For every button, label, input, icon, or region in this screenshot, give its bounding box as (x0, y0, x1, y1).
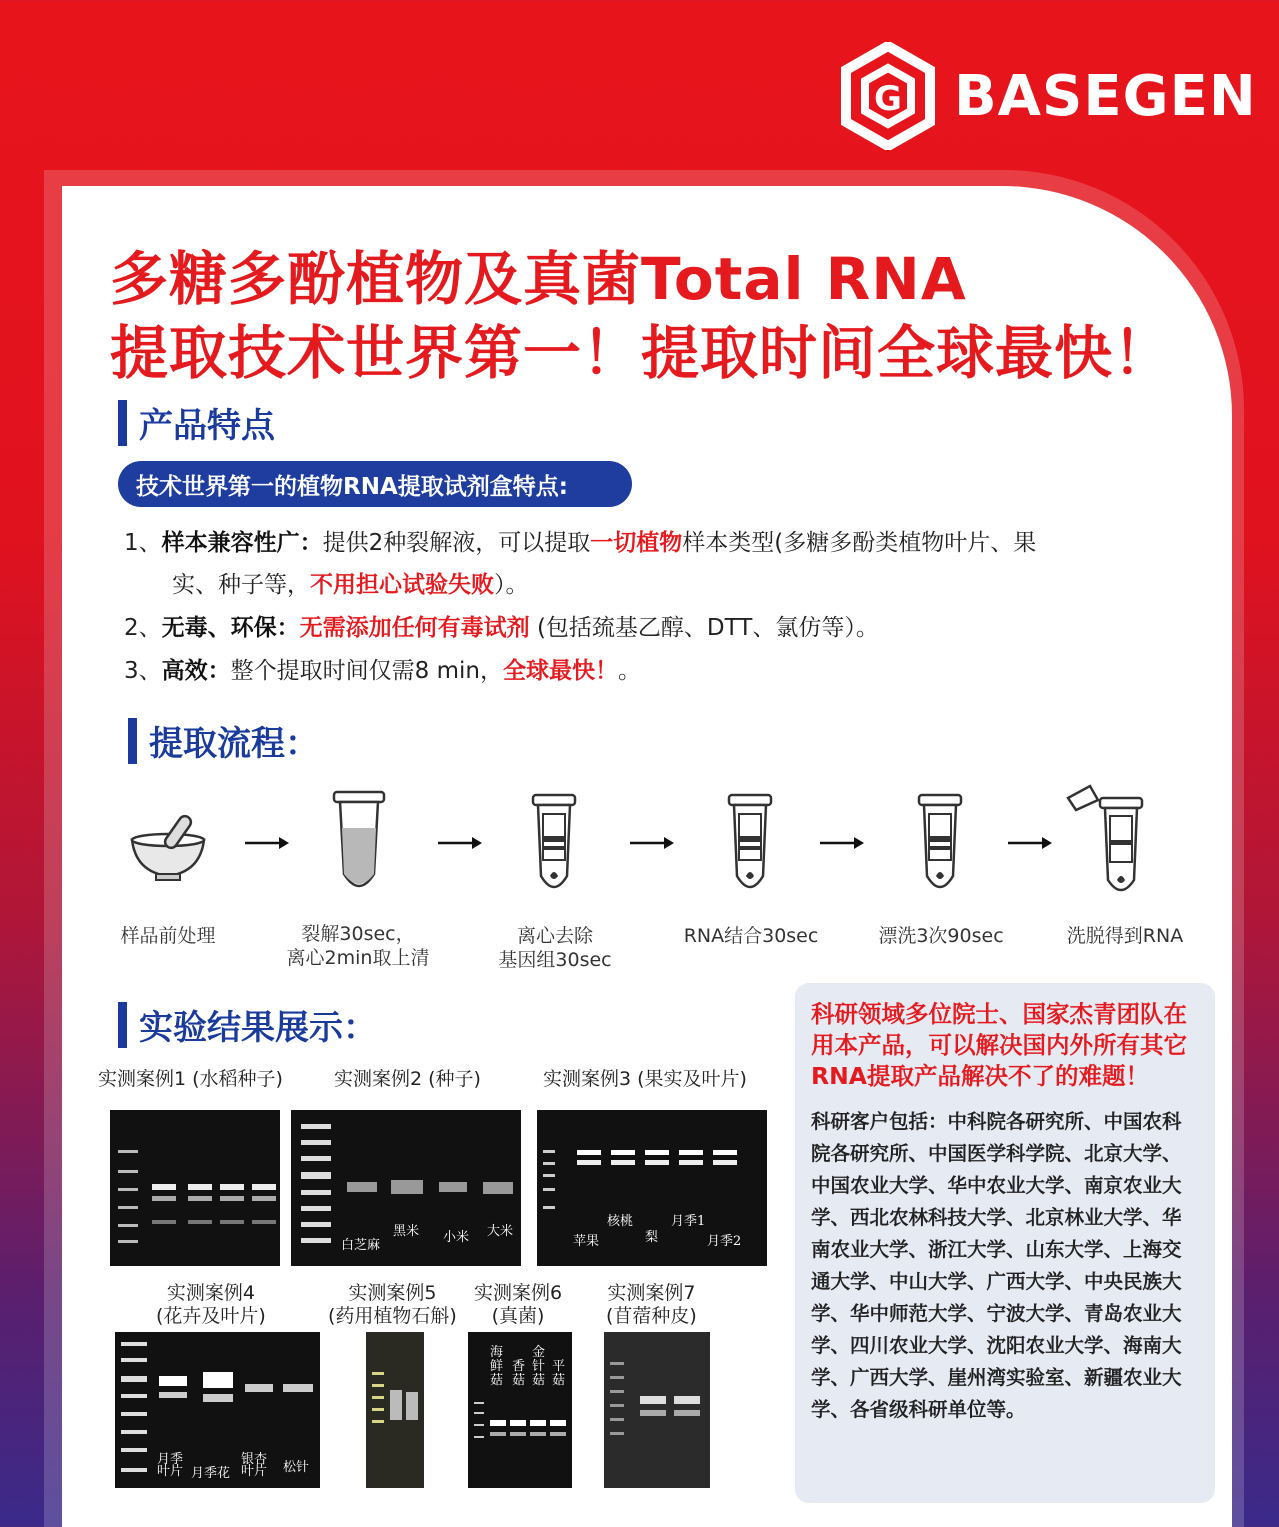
arrow-right-icon (630, 836, 674, 850)
feature-text: 实、种子等， (172, 572, 310, 598)
case-label: 实测案例7 (苜蓿种皮) (606, 1282, 697, 1327)
gel-image-case-1 (110, 1110, 280, 1266)
headline-line-1: 多糖多酚植物及真菌Total RNA (110, 245, 967, 313)
feature-text: 。 (617, 658, 641, 684)
feature-highlight: 一切植物 (590, 530, 683, 556)
lane-label: 香 菇 (512, 1359, 526, 1388)
lane-label: 小米 (443, 1230, 470, 1245)
lane-label: 白芝麻 (341, 1238, 381, 1253)
case-label: 实测案例2 (种子) (334, 1068, 481, 1090)
lane-label: 黑米 (393, 1224, 420, 1239)
feature-label: 高效： (161, 658, 231, 684)
lane-label: 松针 (283, 1460, 310, 1475)
section-title-text: 实验结果展示： (139, 1008, 377, 1048)
customer-list: 科研客户包括：中科院各研究所、中国农科院各研究所、中国医学科学院、北京大学、中国农业大学、华中农业大学、南京农业大学、西北农林科技大学、北京林业大学、华南农业大学、浙江大学、山东大学、上海交通大学、中山大学、广西大学、中央民族大学、华中师范大学、宁波大学、青岛农业大学、四川农业大学、沈阳农业大学、海南大学、广西大学、崖州湾实验室、新疆农业大学、各省级科研单位等。 (811, 1110, 1182, 1421)
feature-label: 无毒、环保： (161, 615, 300, 641)
section-bar (128, 718, 137, 764)
feature-highlight: 无需添加任何有毒试剂 (299, 615, 530, 641)
section-title-text: 产品特点 (139, 406, 275, 446)
spin-column-icon (530, 792, 578, 900)
customer-headline: 科研领域多位院士、国家杰青团队在用本产品，可以解决国内外所有其它RNA提取产品解决不了的难题！ (811, 1000, 1187, 1090)
hexagon-g-logo-icon (840, 42, 936, 150)
brand-name: BASEGEN (954, 63, 1257, 129)
feature-num: 3、 (124, 658, 162, 684)
gel-bands (366, 1332, 424, 1488)
case-label: 实测案例6 (真菌) (474, 1282, 563, 1327)
lane-label: 苹果 (573, 1234, 600, 1249)
section-title-text: 提取流程： (149, 724, 319, 764)
lane-label: 月季1 (671, 1214, 706, 1229)
gel-image-case-5 (366, 1332, 424, 1488)
arrow-right-icon (245, 836, 289, 850)
gel-bands (291, 1110, 521, 1266)
lane-label: 梨 (645, 1230, 659, 1245)
features-pill: 技术世界第一的植物RNA提取试剂盒特点: (118, 461, 632, 507)
feature-highlight: 全球最快！ (502, 658, 618, 684)
brand-logo (840, 42, 1257, 150)
lane-label: 核桃 (607, 1214, 634, 1229)
flow-step-label: RNA结合30sec (683, 925, 819, 947)
case-label: 实测案例1 (水稻种子) (98, 1068, 283, 1090)
case-label: 实测案例3 (果实及叶片) (543, 1068, 747, 1090)
feature-num: 2、 (124, 615, 162, 641)
spin-column-icon (726, 792, 774, 900)
gel-bands (110, 1110, 280, 1266)
section-bar (118, 1002, 127, 1048)
flow-step-label: 裂解30sec， 离心2min取上清 (286, 923, 430, 969)
flow-step-label: 样品前处理 (120, 925, 216, 947)
gel-image-case-7 (604, 1332, 710, 1488)
feature-text: ）。 (494, 572, 529, 598)
lane-label: 平 菇 (552, 1359, 566, 1388)
svg-text:G: G (874, 79, 902, 119)
feature-item-1 (124, 524, 1036, 557)
feature-item-1-cont (172, 566, 529, 599)
arrow-right-icon (438, 836, 482, 850)
spin-column-icon (916, 792, 964, 900)
flow-step-label: 离心去除 基因组30sec (498, 925, 612, 971)
feature-highlight: 不用担心试验失败 (310, 572, 494, 598)
gel-image-case-3 (537, 1110, 767, 1266)
feature-num: 1、 (124, 530, 162, 556)
mortar-pestle-icon (128, 812, 208, 882)
gel-bands (604, 1332, 710, 1488)
feature-item-2 (124, 609, 879, 642)
gel-image-case-4 (115, 1332, 320, 1488)
lane-label: 月季花 (191, 1466, 231, 1481)
feature-text: 整个提取时间仅需8 min， (230, 658, 503, 684)
section-bar (118, 400, 127, 446)
headline-line-2: 提取技术世界第一！提取时间全球最快！ (110, 319, 1173, 387)
feature-text: (包括巯基乙醇、DTT、氯仿等）。 (529, 615, 879, 641)
feature-label: 样本兼容性广： (161, 530, 323, 556)
section-title-features (118, 398, 275, 447)
case-label: 实测案例5 (药用植物石斛) (328, 1282, 457, 1327)
gel-bands (468, 1332, 572, 1488)
lane-label: 大米 (487, 1224, 514, 1239)
arrow-right-icon (820, 836, 864, 850)
feature-item-3 (124, 652, 641, 685)
lane-label: 月季2 (707, 1234, 742, 1249)
flow-step-label: 漂洗3次90sec (878, 925, 1004, 947)
lane-label: 月季 叶片 (157, 1452, 184, 1479)
lane-label: 金 针 菇 (532, 1345, 546, 1388)
customer-info-box (795, 983, 1215, 1503)
elution-tube-icon (1064, 784, 1148, 902)
lane-label: 银杏 叶片 (241, 1452, 268, 1479)
section-title-results (118, 1000, 377, 1049)
arrow-right-icon (1008, 836, 1052, 850)
section-title-process (128, 716, 319, 765)
case-label: 实测案例4 (花卉及叶片) (156, 1282, 266, 1327)
feature-text: 样本类型(多糖多酚类植物叶片、果 (682, 530, 1037, 556)
gel-image-case-6 (468, 1332, 572, 1488)
flow-step-label: 洗脱得到RNA (1066, 925, 1184, 947)
gel-image-case-2 (291, 1110, 521, 1266)
lysis-tube-icon (330, 788, 388, 900)
lane-label: 海 鲜 菇 (490, 1345, 504, 1388)
feature-text: 提供2种裂解液，可以提取 (322, 530, 591, 556)
